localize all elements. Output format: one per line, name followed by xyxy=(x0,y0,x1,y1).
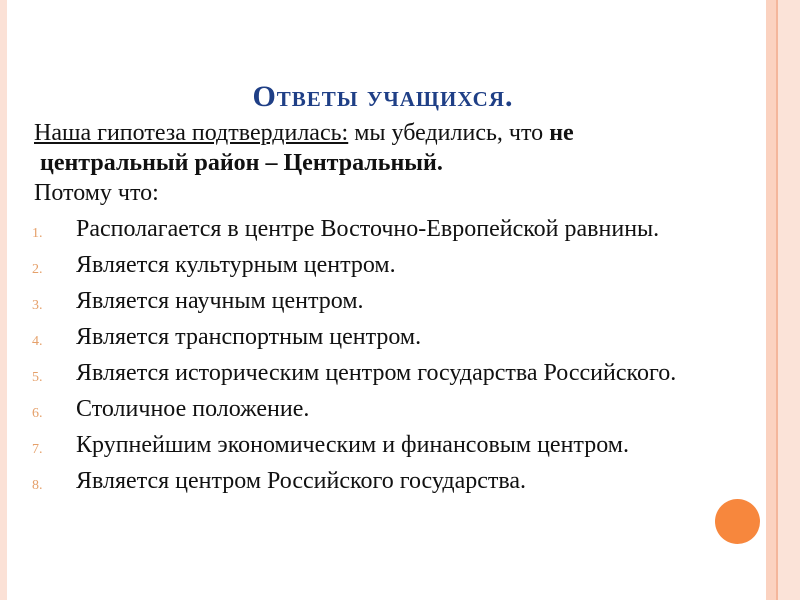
list-item xyxy=(32,323,772,352)
list-number: 3. xyxy=(32,298,43,313)
list-item xyxy=(32,359,772,388)
list-number: 4. xyxy=(32,334,43,349)
list-item xyxy=(32,287,772,316)
list-item xyxy=(32,215,772,244)
right-border-outer xyxy=(778,0,800,600)
hypothesis-label: Наша гипотеза подтвердилась: xyxy=(34,120,349,146)
list-number: 6. xyxy=(32,406,43,421)
hypothesis-bold-2: центральный район – Центральный. xyxy=(40,150,443,176)
list-number: 7. xyxy=(32,442,43,457)
reasons-list xyxy=(32,215,772,503)
list-item-text: Располагается в центре Восточно-Европейской равнины. xyxy=(76,216,660,242)
list-item xyxy=(32,395,772,424)
list-item xyxy=(32,251,772,280)
list-item-text: Столичное положение. xyxy=(76,396,310,422)
slide-title: Ответы учащихся. xyxy=(252,80,514,113)
list-item-text: Является транспортным центром. xyxy=(76,324,422,350)
list-item xyxy=(32,467,772,496)
orange-circle-decoration xyxy=(715,499,760,544)
because-label: Потому что: xyxy=(34,180,159,206)
list-number: 1. xyxy=(32,226,43,241)
list-number: 2. xyxy=(32,262,43,277)
hypothesis-bold-1: не xyxy=(549,120,574,146)
list-item-text: Является центром Российского государства. xyxy=(76,468,527,494)
list-number: 8. xyxy=(32,478,43,493)
list-item-text: Является историческим центром государства Российского. xyxy=(76,360,677,386)
list-item-text: Является научным центром. xyxy=(76,288,364,314)
list-item xyxy=(32,431,772,460)
hypothesis-paragraph xyxy=(34,118,754,178)
list-number: 5. xyxy=(32,370,43,385)
list-item-text: Крупнейшим экономическим и финансовым центром. xyxy=(76,432,629,458)
list-item-text: Является культурным центром. xyxy=(76,252,396,278)
hypothesis-text: мы убедились, что xyxy=(348,120,550,146)
